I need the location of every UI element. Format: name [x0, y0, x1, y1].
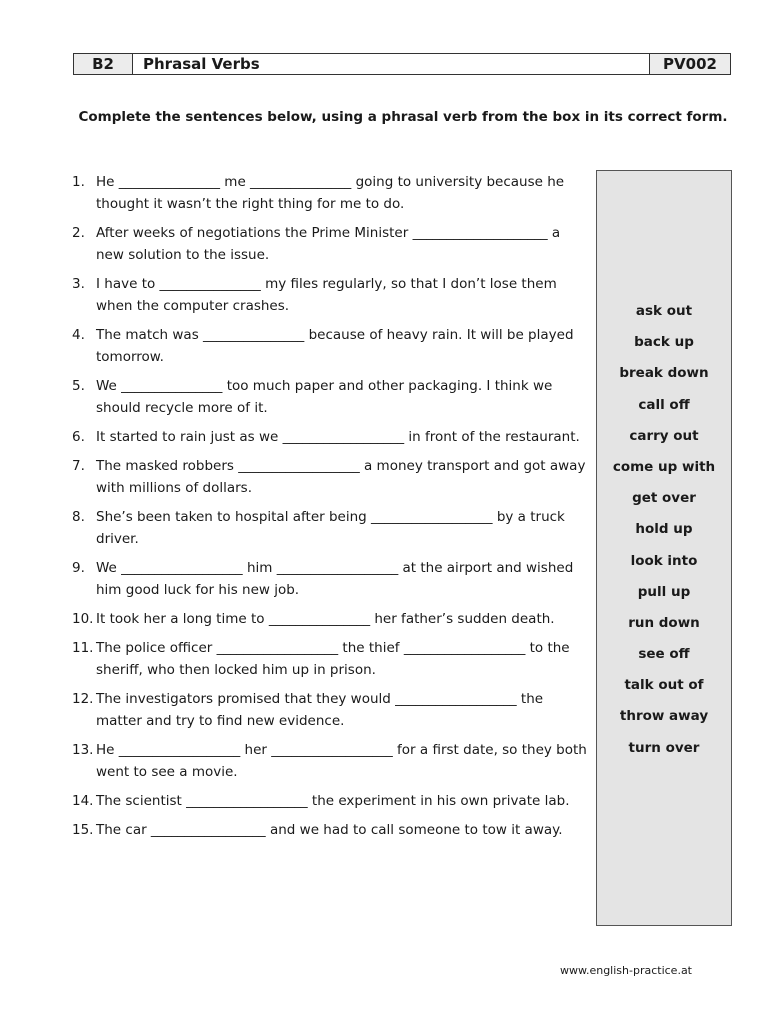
- footer-url: www.english-practice.at: [559, 964, 692, 977]
- word-item: run down: [628, 614, 700, 631]
- word-item: pull up: [637, 583, 691, 600]
- question-item: [72, 273, 590, 317]
- question-text: It took her a long time to _______________ her father’s sudden death.: [96, 611, 555, 627]
- question-text: He __________________ her __________________ for a first date, so they both went to see a movie.: [96, 742, 587, 780]
- question-text: The match was _______________ because of heavy rain. It will be played tomorrow.: [96, 327, 574, 365]
- question-list: [72, 171, 590, 848]
- word-box: [596, 170, 732, 926]
- question-item: [72, 375, 590, 419]
- question-item: [72, 557, 590, 601]
- question-number: 13.: [72, 742, 94, 758]
- question-number: 10.: [72, 611, 94, 627]
- word-item: talk out of: [624, 677, 704, 694]
- question-number: 3.: [72, 276, 85, 292]
- question-item: [72, 171, 590, 215]
- question-number: 9.: [72, 560, 85, 576]
- question-number: 8.: [72, 509, 85, 525]
- word-item: carry out: [629, 427, 699, 444]
- word-item: turn over: [628, 739, 700, 756]
- word-item: break down: [619, 365, 709, 382]
- question-item: [72, 739, 590, 783]
- question-text: We _______________ too much paper and other packaging. I think we should recycle more of it.: [96, 378, 553, 416]
- question-text: The masked robbers __________________ a money transport and got away with millions of dollars.: [96, 458, 586, 496]
- question-number: 7.: [72, 458, 85, 474]
- worksheet-header: [73, 53, 731, 75]
- question-number: 4.: [72, 327, 85, 343]
- question-number: 2.: [72, 225, 85, 241]
- word-item: back up: [634, 334, 694, 351]
- question-number: 1.: [72, 174, 85, 190]
- question-item: [72, 455, 590, 499]
- word-list: [597, 299, 731, 767]
- word-item: hold up: [635, 521, 693, 538]
- question-text: He _______________ me _______________ going to university because he thought it wasn’t the right thing for me to do.: [96, 174, 565, 212]
- question-number: 6.: [72, 429, 85, 445]
- question-text: The investigators promised that they would __________________ the matter and try to find new evidence.: [96, 691, 544, 729]
- word-item: call off: [638, 396, 690, 413]
- question-text: We __________________ him __________________ at the airport and wished him good luck for his new job.: [96, 560, 574, 598]
- question-item: [72, 819, 590, 841]
- question-item: [72, 222, 590, 266]
- question-number: 11.: [72, 640, 94, 656]
- question-text: After weeks of negotiations the Prime Minister ____________________ a new solution to the issue.: [96, 225, 561, 263]
- worksheet-title: Phrasal Verbs: [133, 54, 650, 74]
- question-item: [72, 790, 590, 812]
- question-item: [72, 688, 590, 732]
- word-item: come up with: [612, 458, 716, 475]
- word-item: ask out: [635, 303, 693, 319]
- question-number: 5.: [72, 378, 85, 394]
- word-item: throw away: [619, 708, 709, 725]
- question-text: The scientist __________________ the experiment in his own private lab.: [96, 793, 570, 809]
- question-text: It started to rain just as we __________________ in front of the restaurant.: [96, 429, 580, 445]
- question-item: [72, 637, 590, 681]
- level-label: B2: [74, 54, 133, 74]
- question-item: [72, 324, 590, 368]
- question-text: She’s been taken to hospital after being __________________ by a truck driver.: [96, 509, 565, 547]
- question-item: [72, 506, 590, 550]
- question-number: 12.: [72, 691, 94, 707]
- question-text: The car _________________ and we had to call someone to tow it away.: [96, 822, 563, 838]
- question-number: 14.: [72, 793, 94, 809]
- question-item: [72, 608, 590, 630]
- word-item: look into: [630, 552, 698, 569]
- worksheet-code: PV002: [663, 55, 717, 73]
- question-text: The police officer __________________ the thief __________________ to the sheriff, who then locked him up in prison.: [96, 640, 570, 678]
- question-text: I have to _______________ my files regularly, so that I don’t lose them when the computer crashes.: [96, 276, 557, 314]
- instructions: Complete the sentences below, using a phrasal verb from the box in its correct form.: [78, 109, 728, 125]
- question-item: [72, 426, 590, 448]
- word-item: see off: [638, 646, 690, 663]
- question-number: 15.: [72, 822, 94, 838]
- word-item: get over: [632, 490, 696, 507]
